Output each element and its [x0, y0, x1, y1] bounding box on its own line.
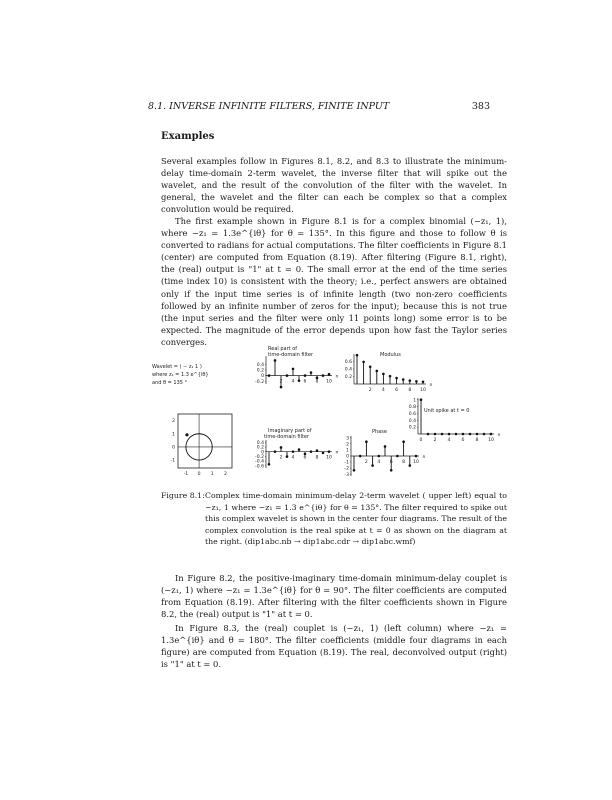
- unit-spike-point: [469, 433, 472, 436]
- paragraph-4: In Figure 8.3, the (real) couplet is (−z₁, 1) (left column) where −z₁ = 1.3e^{iθ} and θ = 180°. The filter coefficients (middle four diagrams in each figure) are computed from Equation (8.19). The real, deconvolved output (right) is "1" at t = 0.: [161, 623, 507, 670]
- real-part-point: [280, 386, 283, 389]
- real-part-point: [268, 374, 271, 377]
- real-part-point: [304, 374, 307, 377]
- phase-point: [378, 455, 381, 458]
- unit-spike-point: [476, 433, 479, 436]
- modulus-point: [356, 354, 359, 357]
- subsection-heading: Examples: [161, 131, 215, 142]
- page-number: 383: [471, 101, 490, 112]
- wavelet-line-3: and θ = 135 °: [152, 380, 188, 386]
- modulus-x-tick: 10: [420, 388, 426, 393]
- unit-spike-point: [448, 433, 451, 436]
- z-plane-y-tick: 0: [172, 445, 175, 451]
- unit-spike-y-tick: 0.4: [408, 418, 416, 424]
- z-plane-y-tick: 2: [172, 419, 175, 425]
- phase-x-tick: 10: [413, 460, 419, 465]
- imag-part-x-tick: 6: [303, 455, 307, 461]
- phase-x-tick: 4: [377, 460, 381, 465]
- figure-8-1: [150, 340, 510, 480]
- modulus-point: [402, 378, 405, 381]
- modulus-point: [362, 361, 365, 364]
- paragraph-2: The first example shown in Figure 8.1 is for a complex binomial (−z₁, 1), where −z₁ = 1.3e^{iθ} for θ = 135°. In this figure and those to follow θ is converted to radians for actual computations. The filter coefficients in Figure 8.1 (center) are computed from Equation (8.19). After filtering (Figure 8.1, right), the (real) output is "1" at t = 0. The small error at the end of the time series (time index 10) is consistent with the theory; i.e., perfect answers are obtained only if the input time series is of infinite length (two non-zero coefficients followed by an infinite number of zeros for the input); because this is not true (the input series and the filter were only 11 points long) some error is to be expected. The magnitude of the error depends upon how fast the Taylor series converges.: [161, 216, 507, 347]
- real-part-point: [292, 368, 295, 371]
- phase-point: [390, 469, 393, 472]
- modulus-y-tick: 0.4: [344, 367, 352, 373]
- unit-spike-y-tick: 0.6: [408, 412, 416, 418]
- real-part-x-tick: 10: [326, 379, 332, 385]
- running-header: [148, 101, 490, 115]
- phase-y-tick: 2: [346, 442, 349, 448]
- imag-part-x-tick: 2: [279, 455, 283, 461]
- unit-spike-x-tick: 4: [447, 438, 451, 443]
- unit-spike-y-tick: 0.2: [408, 425, 416, 431]
- modulus-y-tick: 0.2: [344, 375, 352, 381]
- phase-point: [365, 440, 368, 443]
- unit-spike-point: [420, 398, 423, 401]
- z-plane-x-tick: -1: [183, 472, 189, 477]
- modulus-point: [382, 373, 385, 376]
- phase-y-tick: -3: [344, 472, 349, 478]
- phase-y-tick: 3: [346, 436, 349, 442]
- real-part-x-tick: 6: [303, 379, 307, 385]
- modulus-x-tick: 2: [368, 388, 372, 393]
- unit-spike-point: [434, 433, 437, 436]
- caption-text: Complex time-domain minimum-delay 2-term wavelet ( upper left) equal to −z₁, 1 where −z₁ = 1.3 e^{iθ} for θ = 135°. The filter required to spike out this complex wavelet is shown in the center four diagrams. The result of the complex convolution is the real spike at t = 0 as shown on the diagram at the right. (dip1abc.nb → dip1abc.cdr → dip1abc.wmf): [205, 491, 507, 547]
- unit-spike-point: [490, 433, 493, 436]
- imag-part-y-tick: -0.6: [255, 464, 264, 470]
- real-part-point: [286, 374, 289, 377]
- spike-title: Unit spike at t = 0: [424, 408, 470, 414]
- phase-x-tick: 8: [402, 460, 406, 465]
- phase-y-tick: -1: [344, 460, 349, 466]
- phase-point: [415, 455, 418, 458]
- z-plane-root: [185, 433, 188, 436]
- modulus-point: [422, 380, 425, 383]
- phase-y-tick: 0: [346, 454, 349, 460]
- unit-spike-x-tick: 2: [433, 438, 437, 443]
- unit-spike-point: [455, 433, 458, 436]
- paragraph-1: Several examples follow in Figures 8.1, 8.2, and 8.3 to illustrate the minimum-delay time-domain 2-term wavelet, the inverse filter that will spike out the wavelet, and the result of the convolution of the filter with the wavelet. In general, the wavelet and the filter can each be complex so that a complex convolution would be required.: [161, 156, 507, 215]
- imag-part-point: [274, 450, 277, 453]
- phase-x-tick: 2: [364, 460, 368, 465]
- imag-part-y-tick: 0: [261, 450, 264, 456]
- modulus-point: [369, 365, 372, 368]
- real-part-x-tick: 8: [315, 379, 319, 385]
- z-plane-y-tick: 1: [172, 432, 175, 438]
- phase-y-tick: -2: [344, 466, 349, 472]
- phase-point: [353, 469, 356, 472]
- real-part-y-tick: 0.4: [256, 363, 264, 368]
- phase-y-tick: 1: [346, 448, 349, 454]
- imag-part-y-tick: 0.4: [256, 440, 264, 446]
- imag-part-x-tick: 10: [326, 455, 332, 461]
- imag-part-x-tick: 8: [315, 455, 319, 461]
- imag-part-y-tick: 0.2: [256, 445, 264, 451]
- real-part-x-tick: 4: [291, 379, 295, 385]
- real-part-x-tick: 2: [279, 379, 283, 385]
- phase-point: [384, 445, 387, 448]
- unit-spike-y-tick: 0.8: [408, 405, 416, 411]
- phase-point: [359, 455, 362, 458]
- imag-part-point: [316, 449, 319, 452]
- modulus-y-tick: 0.6: [344, 360, 352, 366]
- unit-spike-x-tick: 8: [475, 438, 479, 443]
- imag-part-point: [328, 450, 331, 453]
- imag-part-point: [268, 463, 271, 466]
- modulus-point: [409, 379, 412, 382]
- modulus-title: Modulus: [380, 352, 401, 358]
- phase-point: [409, 464, 412, 467]
- phase-point: [396, 455, 399, 458]
- real-part-n-label: n: [335, 374, 339, 380]
- z-plane-x-tick: 2: [223, 472, 227, 477]
- imag-part-point: [292, 450, 295, 453]
- real-part-point: [310, 371, 313, 374]
- unit-spike-x-tick: 6: [461, 438, 465, 443]
- wavelet-line-2: where z₁ = 1.3 e^{iθ}: [152, 372, 209, 378]
- unit-spike-x-tick: 0: [419, 438, 423, 443]
- z-plane-x-tick: 1: [210, 472, 214, 477]
- unit-spike-n-label: n: [497, 433, 501, 438]
- imag-part-y-tick: -0.2: [255, 454, 264, 460]
- modulus-x-tick: 8: [408, 388, 412, 393]
- z-plane-x-tick: 0: [197, 472, 201, 477]
- phase-point: [371, 464, 374, 467]
- imag-part-x-tick: 4: [291, 455, 295, 461]
- imag-part-title-1: Imaginary part of: [268, 428, 312, 434]
- caption-label: Figure 8.1:: [161, 491, 205, 500]
- phase-point: [402, 440, 405, 443]
- imag-part-point: [298, 448, 301, 451]
- modulus-x-tick: 6: [395, 388, 399, 393]
- real-part-point: [328, 373, 331, 376]
- imag-part-n-label: n: [335, 450, 339, 456]
- imag-part-point: [310, 450, 313, 453]
- imag-part-point: [322, 452, 325, 455]
- unit-spike-point: [483, 433, 486, 436]
- unit-spike-point: [441, 433, 444, 436]
- real-part-y-tick: -0.2: [255, 379, 264, 385]
- unit-spike-point: [427, 433, 430, 436]
- z-plane-frame: [178, 414, 232, 468]
- modulus-point: [389, 375, 392, 378]
- real-part-point: [322, 374, 325, 377]
- unit-spike-y-tick: 1: [413, 398, 416, 404]
- modulus-x-tick: 4: [381, 388, 385, 393]
- modulus-point: [415, 380, 418, 383]
- real-part-title-1: Real part of: [268, 346, 298, 352]
- imag-part-point: [280, 446, 283, 449]
- unit-spike-point: [462, 433, 465, 436]
- imag-part-title-2: time-domain filter: [264, 434, 310, 440]
- phase-x-tick: 6: [389, 460, 393, 465]
- paragraph-3: In Figure 8.2, the positive-imaginary time-domain minimum-delay couplet is (−z₁, 1) where −z₁ = 1.3e^{iθ} for θ = 90°. The filter coefficients are computed from Equation (8.19). After filtering with the filter coefficients shown in Figure 8.2, the (real) output is "1" at t = 0.: [161, 573, 507, 620]
- unit-spike-x-tick: 10: [488, 438, 494, 443]
- real-part-point: [274, 359, 277, 362]
- modulus-point: [376, 370, 379, 373]
- wavelet-line-1: Wavelet = ( − z₁ 1 ): [152, 364, 202, 370]
- real-part-y-tick: 0: [261, 374, 264, 380]
- section-title: 8.1. INVERSE INFINITE FILTERS, FINITE INPUT: [148, 101, 390, 112]
- phase-title: Phase: [372, 429, 387, 435]
- imag-part-y-tick: -0.4: [255, 459, 264, 465]
- z-plane-y-tick: -1: [170, 458, 175, 464]
- real-part-y-tick: 0.2: [256, 368, 264, 374]
- real-part-title-2: time-domain filter: [268, 352, 314, 358]
- modulus-point: [395, 377, 398, 380]
- phase-n-label: n: [422, 455, 426, 460]
- imag-part-point: [286, 455, 289, 458]
- real-part-point: [298, 379, 301, 382]
- modulus-n-label: n: [429, 383, 433, 388]
